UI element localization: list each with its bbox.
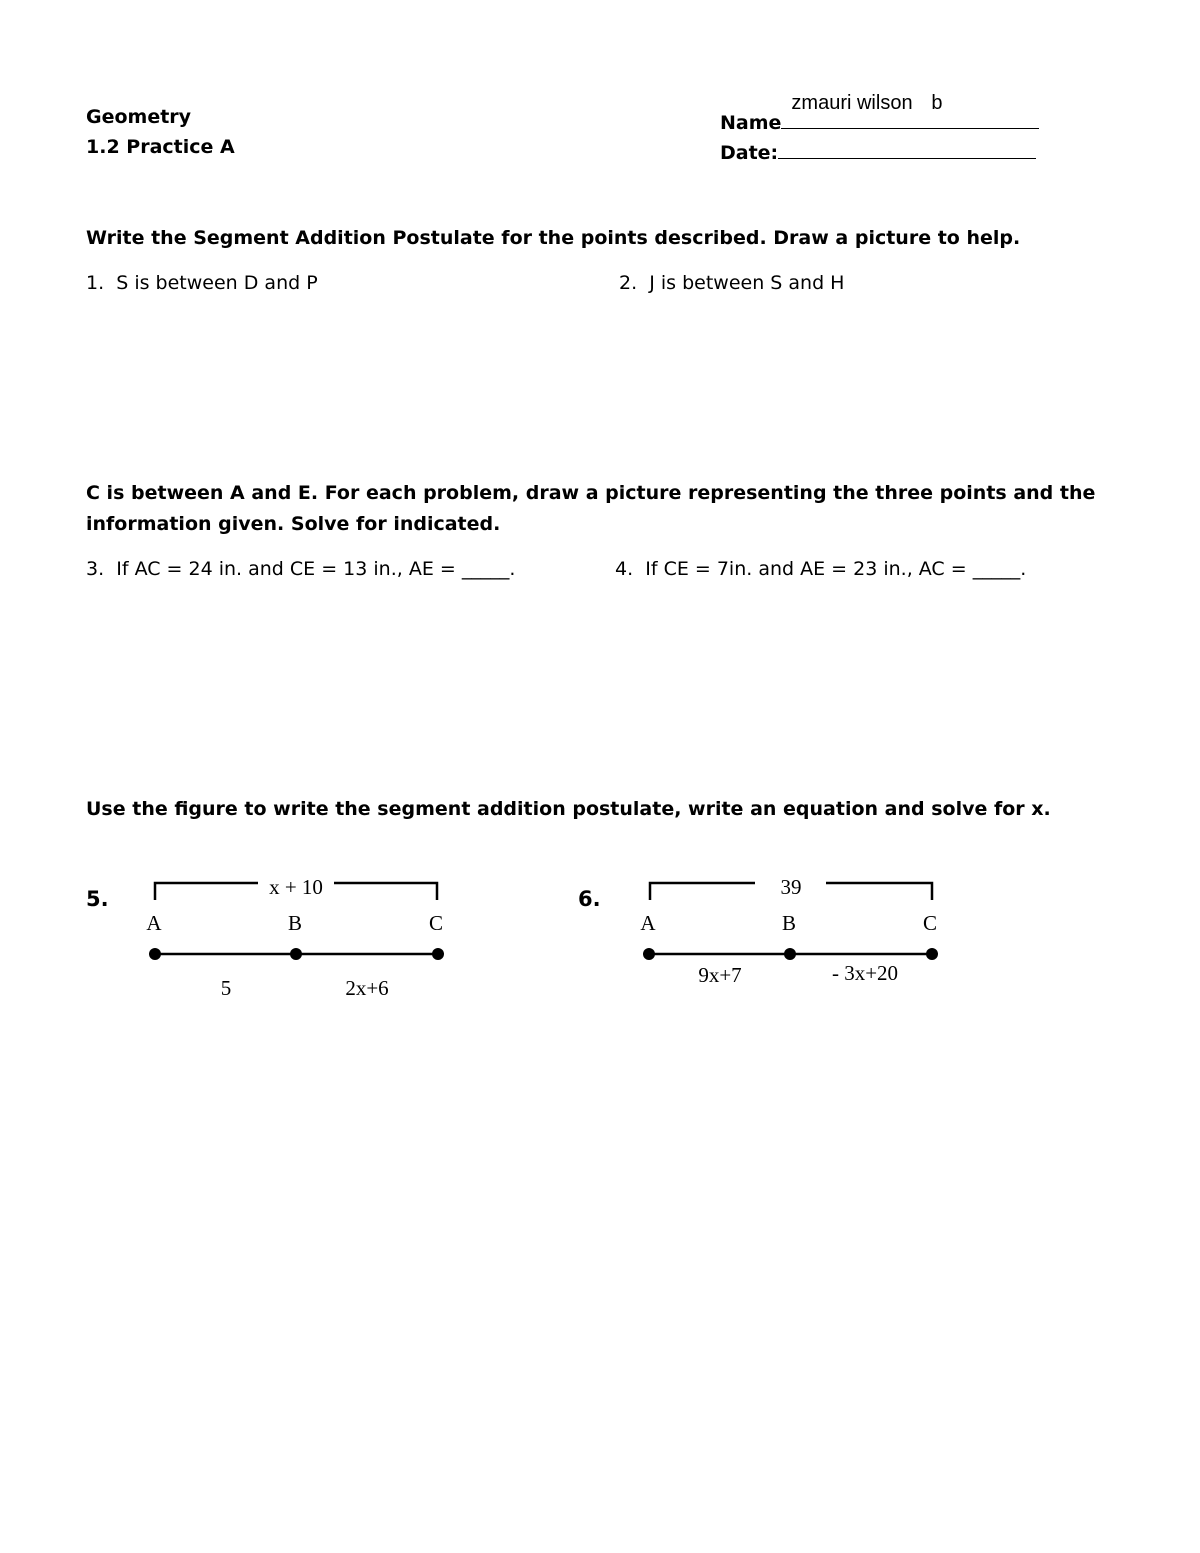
problem-2-text: J is between S and H xyxy=(649,272,845,294)
figure-5-point-a: A xyxy=(146,911,162,935)
figure-5-diagram xyxy=(130,870,470,1010)
figure-6-diagram xyxy=(625,870,965,1010)
figure-6-dot-b xyxy=(784,948,796,960)
figure-6-dot-a xyxy=(643,948,655,960)
figure-5-total-label: x + 10 xyxy=(269,875,323,899)
problem-4 xyxy=(615,558,1026,580)
problem-3 xyxy=(86,558,515,580)
lesson-title: 1.2 Practice A xyxy=(86,136,235,158)
date-label: Date: xyxy=(720,142,779,164)
name-line xyxy=(781,92,1039,129)
figure-5-dot-a xyxy=(149,948,161,960)
figure-6-total-label: 39 xyxy=(780,875,802,899)
problem-2 xyxy=(619,272,844,294)
date-line xyxy=(778,136,1036,159)
name-extra: b xyxy=(931,92,943,114)
figure-5-dot-b xyxy=(290,948,302,960)
figure-5-number: 5. xyxy=(86,887,109,911)
figure-6-point-a: A xyxy=(640,911,656,935)
problem-1 xyxy=(86,272,318,294)
figure-6-point-b: B xyxy=(781,911,797,935)
figure-5-dot-c xyxy=(432,948,444,960)
figure-6-dot-c xyxy=(926,948,938,960)
figure-5-point-b: B xyxy=(287,911,303,935)
name-label: Name xyxy=(720,112,782,134)
name-value: zmauri wilson xyxy=(791,92,913,114)
figure-6-number: 6. xyxy=(578,887,601,911)
figure-5-bracket-left xyxy=(155,883,258,900)
figure-5-left-segment-label: 5 xyxy=(220,976,232,1000)
problem-4-number: 4. xyxy=(615,558,634,580)
problem-2-number: 2. xyxy=(619,272,638,294)
figure-6-point-c: C xyxy=(922,911,938,935)
section3-instruction: Use the figure to write the segment addition postulate, write an equation and solve for x. xyxy=(86,798,1051,820)
problem-3-text: If AC = 24 in. and CE = 13 in., AE = _____. xyxy=(116,558,516,580)
section2-instruction-line1: C is between A and E. For each problem, draw a picture representing the three points and the xyxy=(86,482,1096,504)
figure-6-right-segment-label: - 3x+20 xyxy=(831,961,899,985)
course-title: Geometry xyxy=(86,106,192,128)
figure-5-right-segment-label: 2x+6 xyxy=(345,976,389,1000)
date-field[interactable] xyxy=(720,136,1040,164)
problem-3-number: 3. xyxy=(86,558,105,580)
name-field[interactable] xyxy=(720,92,1040,134)
figure-6-bracket-right xyxy=(826,883,932,900)
problem-1-number: 1. xyxy=(86,272,105,294)
section2-instruction-line2: information given. Solve for indicated. xyxy=(86,513,501,535)
problem-4-text: If CE = 7in. and AE = 23 in., AC = _____. xyxy=(645,558,1027,580)
section1-instruction: Write the Segment Addition Postulate for the points described. Draw a picture to help. xyxy=(86,227,1021,249)
figure-5-bracket-right xyxy=(334,883,437,900)
problem-1-text: S is between D and P xyxy=(116,272,318,294)
figure-6-left-segment-label: 9x+7 xyxy=(698,963,742,987)
figure-5-point-c: C xyxy=(428,911,444,935)
figure-6-bracket-left xyxy=(650,883,755,900)
